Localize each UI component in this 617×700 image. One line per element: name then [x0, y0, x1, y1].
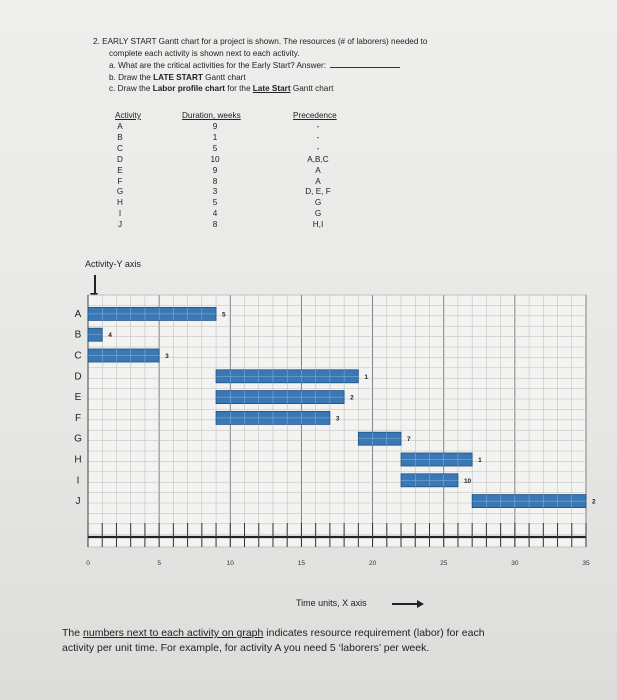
- table-cell-precedence: D, E, F: [305, 187, 331, 197]
- activity-label: G: [74, 433, 82, 445]
- activity-label: I: [76, 475, 80, 487]
- table-cell-duration: 5: [212, 143, 218, 153]
- footer-note: [62, 626, 562, 656]
- table-cell-precedence: -: [316, 122, 320, 131]
- table-cell-precedence: A: [315, 176, 321, 186]
- resource-label: 4: [108, 332, 112, 340]
- resource-label: 1: [478, 457, 482, 464]
- activity-label: C: [74, 350, 82, 362]
- question-line-2: complete each activity is shown next to each activity.: [109, 48, 300, 58]
- footer-line-2: activity per unit time. For example, for activity A you need 5 ‘laborers’ per week.: [62, 642, 430, 654]
- table-header-duration: Duration, weeks: [182, 111, 241, 120]
- question-part-a-text: a. What are the critical activities for the Early Start? Answer:: [109, 61, 327, 70]
- activity-label: A: [74, 308, 82, 320]
- activity-label: E: [74, 392, 82, 404]
- table-cell-duration: 5: [212, 198, 218, 208]
- question-part-c-prefix: c. Draw the: [109, 84, 153, 93]
- activity-label: H: [74, 454, 82, 466]
- resource-label: 3: [335, 415, 340, 423]
- footer-part-2: indicates resource requirement (labor) for each: [263, 627, 485, 639]
- table-cell-precedence: -: [316, 132, 320, 142]
- question-part-c-mid: for the: [225, 84, 253, 93]
- table-cell-duration: 4: [212, 209, 218, 219]
- y-axis-title: Activity-Y axis: [85, 259, 141, 269]
- footer-underlined: numbers next to each activity on graph: [83, 627, 264, 639]
- table-cell-activity: I: [118, 209, 122, 219]
- resource-label: 7: [407, 436, 411, 444]
- resource-label: 10: [463, 477, 472, 485]
- footer-part-1: The: [62, 627, 84, 639]
- x-tick-label: 0: [86, 560, 90, 567]
- resource-label: 1: [364, 373, 368, 381]
- activity-label: B: [74, 329, 82, 341]
- table-cell-duration: 9: [212, 122, 218, 131]
- table-cell-precedence: A,B,C: [307, 154, 329, 164]
- resource-label: 3: [165, 353, 169, 360]
- question-part-b-suffix: Gantt chart: [202, 72, 246, 82]
- table-cell-activity: D: [117, 154, 123, 164]
- table-cell-duration: 8: [212, 176, 218, 186]
- x-axis-title: Time units, X axis: [296, 598, 367, 608]
- table-header-precedence: Precedence: [293, 111, 337, 120]
- question-part-c-suffix: Gantt chart: [290, 84, 334, 93]
- table-cell-activity: G: [116, 187, 124, 197]
- x-tick-label: 15: [297, 560, 306, 567]
- resource-label: 5: [222, 311, 226, 319]
- question-part-b-bold: LATE START: [153, 72, 203, 82]
- question-line-1: 2. EARLY START Gantt chart for a project is shown. The resources (# of laborers) needed to: [93, 37, 428, 46]
- table-cell-precedence: G: [314, 209, 322, 219]
- arrow-right-icon: [392, 603, 418, 605]
- table-cell-activity: B: [117, 132, 123, 142]
- resource-label: 2: [350, 394, 354, 402]
- x-tick-label: 35: [582, 560, 590, 567]
- table-cell-activity: E: [117, 165, 123, 175]
- resource-label: 2: [592, 498, 596, 506]
- question-part-b-prefix: b. Draw the: [109, 72, 154, 82]
- table-cell-duration: 10: [210, 154, 220, 164]
- table-cell-activity: H: [117, 198, 123, 208]
- table-cell-precedence: H,I: [312, 220, 324, 230]
- x-tick-label: 10: [226, 560, 234, 567]
- question-part-c-bold: Labor profile chart: [152, 84, 226, 93]
- table-cell-duration: 8: [212, 220, 218, 230]
- table-cell-precedence: G: [314, 198, 322, 208]
- activity-label: J: [75, 496, 81, 508]
- table-cell-precedence: A: [315, 165, 321, 175]
- x-tick-label: 20: [368, 560, 377, 567]
- table-cell-duration: 9: [212, 165, 218, 175]
- x-tick-label: 5: [157, 560, 161, 567]
- table-cell-precedence: -: [316, 143, 320, 153]
- activity-label: F: [74, 412, 82, 424]
- table-cell-activity: J: [117, 220, 123, 230]
- table-cell-activity: F: [117, 176, 123, 186]
- x-tick-label: 30: [511, 560, 519, 567]
- table-cell-activity: C: [117, 143, 123, 153]
- table-cell-duration: 1: [212, 132, 218, 142]
- x-tick-label: 25: [440, 560, 448, 567]
- table-header-activity: Activity: [115, 111, 141, 120]
- question-part-c-underlined: Late Start: [252, 84, 291, 93]
- table-cell-duration: 3: [212, 187, 218, 197]
- activity-label: D: [74, 371, 82, 383]
- table-cell-activity: A: [117, 122, 123, 131]
